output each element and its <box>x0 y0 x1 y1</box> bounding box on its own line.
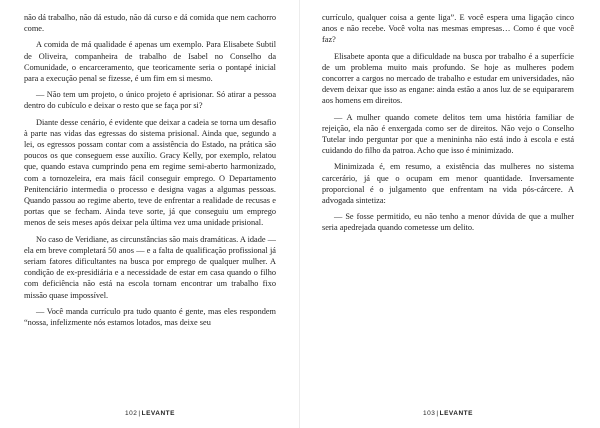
paragraph: No caso de Veridiane, as circunstâncias são mais dramáticas. A idade — ela em breve completará 50 anos — e a falta de qualificação profissional já seriam fatores dificultantes na busca por emprego de qualquer mulher. A condição de ex-presidiária e a necessidade de estar em casa quando o filho com deficiência não está na escola tornam encontrar um trabalho fixo missão quase impossível. <box>24 234 276 300</box>
left-page <box>24 12 276 404</box>
running-title: LEVANTE <box>439 410 473 417</box>
paragraph: A comida de má qualidade é apenas um exemplo. Para Elisabete Subtil de Oliveira, companheira de trabalho de Isabel no Conselho da Comunidade, o encarceramento, que teoricamente seria o pontapé inicial para a execução penal se fizesse, é um fim em si mesmo. <box>24 40 276 84</box>
paragraph: — Se fosse permitido, eu não tenho a menor dúvida de que a mulher seria apedrejada quando cometesse um delito. <box>322 212 574 233</box>
folio-separator: | <box>138 410 141 417</box>
right-page-folio <box>388 410 508 417</box>
page-number: 102 <box>125 410 138 417</box>
paragraph: — Você manda currículo pra tudo quanto é gente, mas eles respondem “nossa, infelizmente nós estamos lotados, mas deixe seu <box>24 306 276 328</box>
paragraph: — A mulher quando comete delitos tem uma história familiar de rejeição, ela não é enxergada como ser de direitos. Não vejo o Conselho Tutelar indo perguntar por que a menininha não está indo à escola e está cuidando do filho da patroa. Acho que isso é minimizado. <box>322 112 574 156</box>
paragraph: Diante desse cenário, é evidente que deixar a cadeia se torna um desafio à parte nas vidas das egressas do sistema prisional. Ainda que, segundo a lei, os egressos possam contar com a assistência do Estado, na prática são poucos os que conseguem esse auxílio. Gracy Kelly, por exemplo, relatou que, quando estava cumprindo pena em regime semi-aberto harmonizado, com a tornozeleira, era mais fácil conseguir emprego. O Departamento Penitenciário intermedia o processo e designa vagas a algumas pessoas. Quando passou ao regime aberto, teve de enfrentar a realidade de recusas e portas que se fecham. Ainda teve sorte, já que conseguiu um emprego menos de seis meses após deixar pela última vez uma unidade prisional. <box>24 117 276 228</box>
gutter-divider <box>299 0 300 428</box>
page-number: 103 <box>423 410 436 417</box>
running-title: LEVANTE <box>141 410 175 417</box>
paragraph: Elisabete aponta que a dificuldade na busca por trabalho é a superfície de um problema muito mais profundo. Se hoje as mulheres podem concorrer a cargos no mercado de trabalho e estudar em universidades, não devem deixar que isso as engane: ainda estão a anos luz de se equipararem aos homens em direitos. <box>322 51 574 106</box>
paragraph: Minimizada é, em resumo, a existência das mulheres no sistema carcerário, já que o ocupam em menor quantidade. Inversamente proporcional é o julgamento que enfrentam na vida pós-cárcere. A advogada sintetiza: <box>322 162 574 206</box>
right-page <box>322 12 574 404</box>
paragraph: — Não tem um projeto, o único projeto é aprisionar. Só atirar a pessoa dentro do cubículo e deixar o resto que se faça por si? <box>24 90 276 111</box>
paragraph: currículo, qualquer coisa a gente liga”. E você espera uma ligação cinco anos e não recebe. Você volta nas mesmas empresas… Como é que você faz? <box>322 13 574 45</box>
left-page-folio <box>90 410 210 417</box>
paragraph: não dá trabalho, não dá estudo, não dá curso e dá comida que nem cachorro come. <box>24 13 276 34</box>
folio-separator: | <box>436 410 439 417</box>
